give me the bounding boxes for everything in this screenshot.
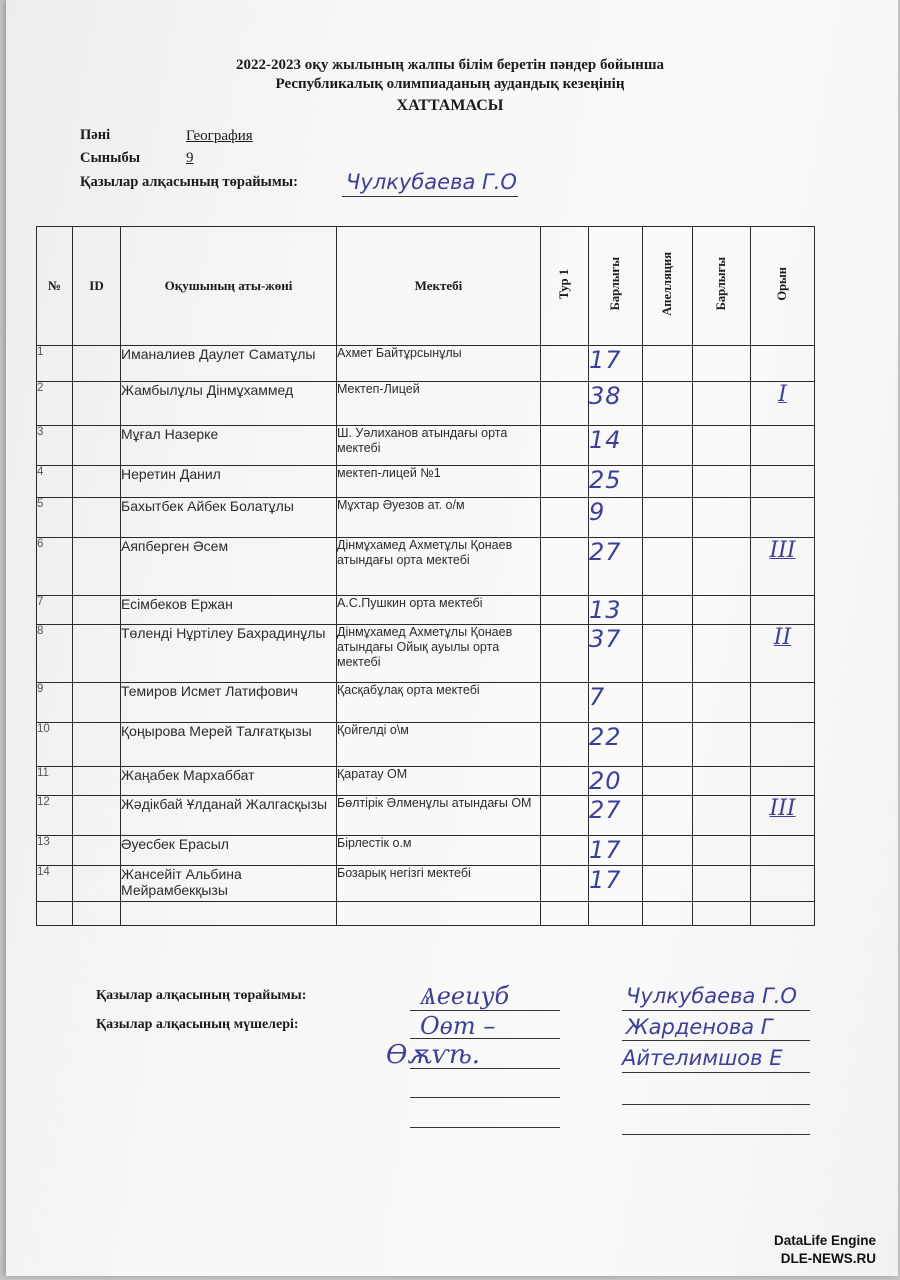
table-row (37, 723, 815, 767)
signature-mark: Ѧееиуб (420, 982, 510, 1010)
name-line (622, 1072, 810, 1073)
row-id (73, 426, 121, 466)
col-header-student-name: Оқушының аты-жөні (121, 227, 337, 346)
appeal-cell (643, 683, 693, 723)
place: II (751, 625, 815, 683)
student-name: Қоңырова Мерей Талғатқызы (121, 723, 337, 767)
school-name: Қаратау ОМ (337, 767, 541, 796)
student-name: Мұғал Назерке (121, 426, 337, 466)
total-score: 20 (589, 767, 643, 796)
round1-score (541, 625, 589, 683)
row-number: 11 (37, 767, 73, 796)
watermark-line2: DLE-NEWS.RU (780, 1251, 876, 1266)
place (751, 902, 815, 926)
student-name (121, 902, 337, 926)
name-line (622, 1134, 810, 1135)
round1-score (541, 426, 589, 466)
row-number: 4 (37, 466, 73, 498)
subject-value: География (186, 128, 253, 144)
table-row (37, 683, 815, 723)
student-name: Жаңабек Мархаббат (121, 767, 337, 796)
total-after-appeal (693, 767, 751, 796)
school-name: Қасқабұлақ орта мектебі (337, 683, 541, 723)
student-name: Аяпберген Әсем (121, 538, 337, 596)
appeal-cell (643, 866, 693, 902)
signature-line (410, 1127, 560, 1128)
school-name: Қойгелді о\м (337, 723, 541, 767)
table-row (37, 596, 815, 625)
student-name: Неретин Данил (121, 466, 337, 498)
row-id (73, 767, 121, 796)
chair-handwritten-name: Чулкубаева Г.О (346, 170, 517, 194)
school-name: Бірлестік о.м (337, 836, 541, 866)
table-row (37, 538, 815, 596)
table-row (37, 498, 815, 538)
total-after-appeal (693, 466, 751, 498)
col-header-total-after-appeal: Барлығы (693, 227, 751, 346)
col-header-place: Орын (751, 227, 815, 346)
student-name: Темиров Исмет Латифович (121, 683, 337, 723)
school-name (337, 902, 541, 926)
appeal-cell (643, 767, 693, 796)
appeal-cell (643, 796, 693, 836)
place (751, 346, 815, 382)
place: III (751, 796, 815, 836)
row-id (73, 796, 121, 836)
total-after-appeal (693, 796, 751, 836)
subject-label: Пәні (80, 127, 111, 143)
row-id (73, 866, 121, 902)
total-after-appeal (693, 683, 751, 723)
round1-score (541, 596, 589, 625)
total-after-appeal (693, 346, 751, 382)
row-id (73, 683, 121, 723)
col-header-number: № (37, 227, 73, 346)
place (751, 426, 815, 466)
row-number: 3 (37, 426, 73, 466)
total-score: 25 (589, 466, 643, 498)
student-name: Жамбылұлы Дінмұхаммед (121, 382, 337, 426)
col-header-id: ID (73, 227, 121, 346)
footer-chair-label: Қазылар алқасының төрайымы: (96, 988, 307, 1003)
grade-label: Сыныбы (80, 150, 141, 166)
table-row (37, 836, 815, 866)
round1-score (541, 796, 589, 836)
table-row (37, 796, 815, 836)
school-name: Ш. Уәлиханов атындағы орта мектебі (337, 426, 541, 466)
place (751, 836, 815, 866)
row-number: 8 (37, 625, 73, 683)
row-number (37, 902, 73, 926)
appeal-cell (643, 426, 693, 466)
student-name: Жәдікбай Ұлданай Жалгасқызы (121, 796, 337, 836)
footer-name-member-1: Жарденова Г (626, 1015, 773, 1039)
round1-score (541, 767, 589, 796)
total-score: 17 (589, 346, 643, 382)
round1-score (541, 902, 589, 926)
row-id (73, 596, 121, 625)
total-score: 14 (589, 426, 643, 466)
appeal-cell (643, 625, 693, 683)
table-row (37, 346, 815, 382)
chair-signature-line (342, 196, 518, 197)
footer-members-label: Қазылар алқасының мүшелері: (96, 1017, 299, 1032)
row-id (73, 538, 121, 596)
student-name: Жансейіт Альбина Мейрамбекқызы (121, 866, 337, 902)
appeal-cell (643, 836, 693, 866)
row-id (73, 723, 121, 767)
round1-score (541, 866, 589, 902)
row-number: 10 (37, 723, 73, 767)
total-after-appeal (693, 382, 751, 426)
name-line (622, 1010, 810, 1011)
name-line (622, 1104, 810, 1105)
total-after-appeal (693, 723, 751, 767)
total-after-appeal (693, 625, 751, 683)
round1-score (541, 538, 589, 596)
col-header-school: Мектебі (337, 227, 541, 346)
school-name: Мектеп-Лицей (337, 382, 541, 426)
row-number: 14 (37, 866, 73, 902)
student-name: Бахытбек Айбек Болатұлы (121, 498, 337, 538)
table-row (37, 767, 815, 796)
school-name: Дінмұхамед Ахметұлы Қонаев атындағы орта мектебі (337, 538, 541, 596)
appeal-cell (643, 902, 693, 926)
row-id (73, 902, 121, 926)
total-score: 17 (589, 866, 643, 902)
row-id (73, 836, 121, 866)
place (751, 683, 815, 723)
school-name: Бозарық негізгі мектебі (337, 866, 541, 902)
total-after-appeal (693, 902, 751, 926)
place (751, 596, 815, 625)
table-row (37, 902, 815, 926)
table-row (37, 466, 815, 498)
row-id (73, 382, 121, 426)
school-name: А.С.Пушкин орта мектебі (337, 596, 541, 625)
col-header-total: Барлығы (589, 227, 643, 346)
document-title-line1: 2022-2023 оқу жылының жалпы білім беретін пәндер бойынша (236, 57, 664, 73)
name-line (622, 1040, 810, 1041)
total-after-appeal (693, 538, 751, 596)
appeal-cell (643, 498, 693, 538)
total-score: 37 (589, 625, 643, 683)
student-name: Төленді Нұртілеу Бахрадинұлы (121, 625, 337, 683)
total-score: 27 (589, 796, 643, 836)
total-score: 9 (589, 498, 643, 538)
footer-name-chair: Чулкубаева Г.О (626, 984, 797, 1008)
appeal-cell (643, 382, 693, 426)
table-row (37, 866, 815, 902)
round1-score (541, 498, 589, 538)
total-after-appeal (693, 866, 751, 902)
appeal-cell (643, 723, 693, 767)
total-score: 7 (589, 683, 643, 723)
document-title-line2: Республикалық олимпиаданың аудандық кезеңінің (275, 76, 625, 92)
footer-name-member-2: Айтелимшов Е (622, 1046, 783, 1070)
place (751, 723, 815, 767)
round1-score (541, 723, 589, 767)
document-title: ХАТТАМАСЫ (396, 97, 504, 114)
signature-mark: Оѳт – (420, 1012, 496, 1040)
row-number: 12 (37, 796, 73, 836)
col-header-appeal: Апелляция (643, 227, 693, 346)
appeal-cell (643, 538, 693, 596)
total-score: 27 (589, 538, 643, 596)
signature-mark: Ѳѫѵѣ. (386, 1040, 481, 1070)
place (751, 866, 815, 902)
school-name: Бөлтірік Әлменұлы атындағы ОМ (337, 796, 541, 836)
results-table (36, 226, 815, 926)
school-name: Ахмет Байтұрсынұлы (337, 346, 541, 382)
round1-score (541, 346, 589, 382)
total-score: 17 (589, 836, 643, 866)
row-id (73, 625, 121, 683)
round1-score (541, 466, 589, 498)
chair-label: Қазылар алқасының төрайымы: (80, 174, 298, 190)
total-score: 38 (589, 382, 643, 426)
appeal-cell (643, 596, 693, 625)
place (751, 466, 815, 498)
place (751, 767, 815, 796)
round1-score (541, 683, 589, 723)
round1-score (541, 382, 589, 426)
row-number: 2 (37, 382, 73, 426)
school-name: Мұхтар Әуезов ат. о/м (337, 498, 541, 538)
row-id (73, 466, 121, 498)
total-after-appeal (693, 426, 751, 466)
watermark-line1: DataLife Engine (773, 1233, 876, 1248)
table-header-row (37, 227, 815, 346)
row-id (73, 498, 121, 538)
row-number: 13 (37, 836, 73, 866)
total-score (589, 902, 643, 926)
student-name: Әуесбек Ерасыл (121, 836, 337, 866)
total-after-appeal (693, 498, 751, 538)
table-row (37, 382, 815, 426)
row-number: 9 (37, 683, 73, 723)
table-row (37, 625, 815, 683)
row-number: 6 (37, 538, 73, 596)
student-name: Есімбеков Ержан (121, 596, 337, 625)
student-name: Иманалиев Даулет Саматұлы (121, 346, 337, 382)
place (751, 498, 815, 538)
row-number: 7 (37, 596, 73, 625)
school-name: мектеп-лицей №1 (337, 466, 541, 498)
row-number: 1 (37, 346, 73, 382)
col-header-round1: Тур 1 (541, 227, 589, 346)
total-score: 22 (589, 723, 643, 767)
signature-line (410, 1097, 560, 1098)
place: I (751, 382, 815, 426)
school-name: Дінмұхамед Ахметұлы Қонаев атындағы Ойық ауылы орта мектебі (337, 625, 541, 683)
row-number: 5 (37, 498, 73, 538)
grade-value: 9 (186, 150, 194, 166)
table-row (37, 426, 815, 466)
total-after-appeal (693, 836, 751, 866)
total-after-appeal (693, 596, 751, 625)
round1-score (541, 836, 589, 866)
appeal-cell (643, 346, 693, 382)
place: III (751, 538, 815, 596)
appeal-cell (643, 466, 693, 498)
row-id (73, 346, 121, 382)
total-score: 13 (589, 596, 643, 625)
